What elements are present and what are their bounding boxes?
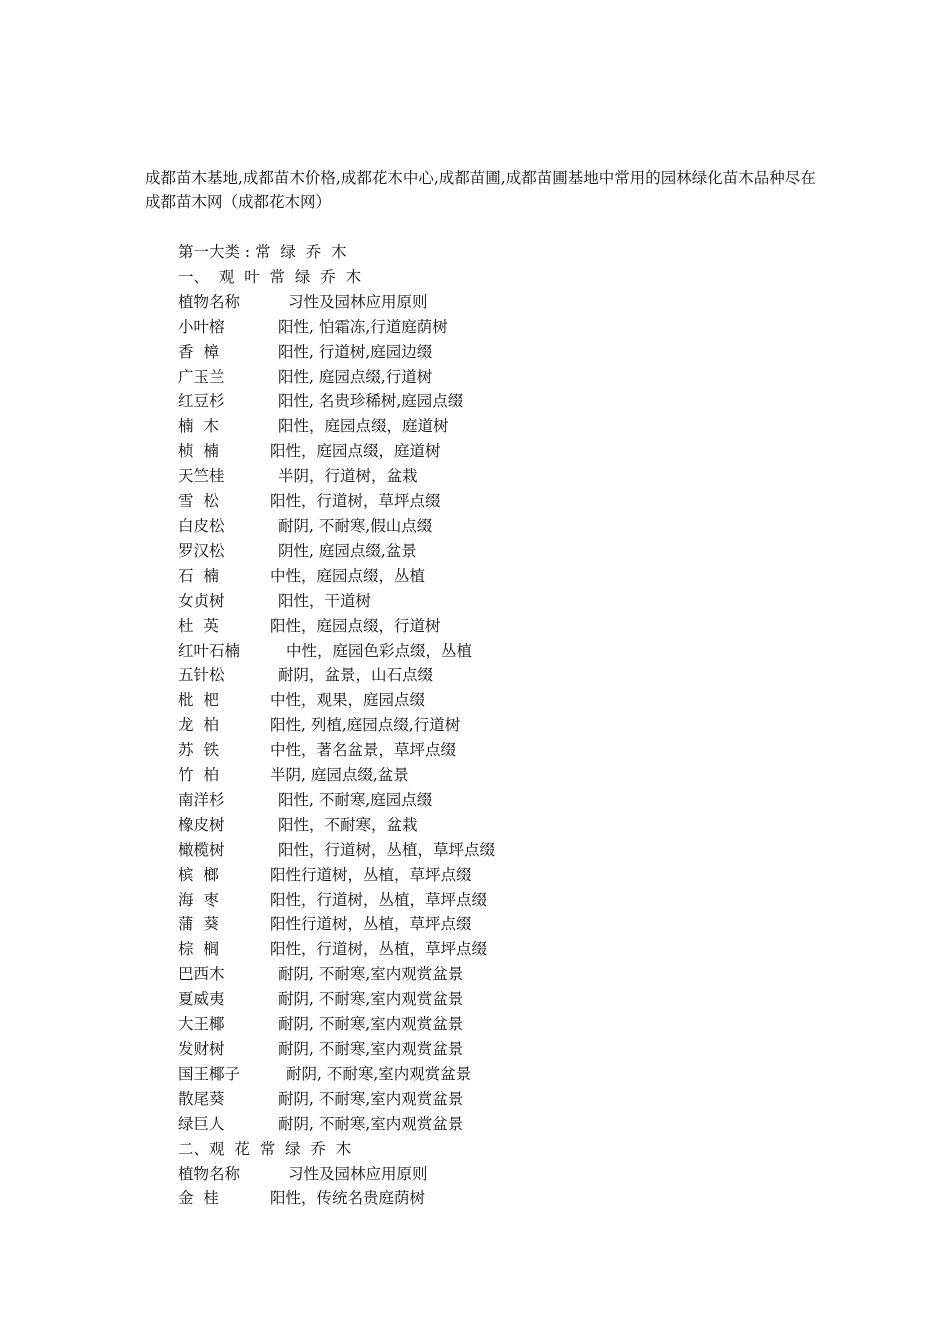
plant-description: 中性，庭园色彩点缀，丛植 [286, 641, 473, 660]
plant-description: 耐阴, 不耐寒,假山点缀 [278, 516, 433, 535]
list-item [178, 614, 818, 639]
plant-name: 南洋杉 [178, 790, 225, 809]
plant-name: 桢 楠 [178, 442, 219, 461]
plant-name: 香 樟 [178, 342, 219, 361]
plant-description: 阳性, 不耐寒,庭园点缀 [278, 790, 433, 809]
plant-name: 红叶石楠 [178, 641, 241, 660]
header-desc: 习性及园林应用原则 [288, 1164, 428, 1183]
list-item [178, 365, 818, 390]
list-item [178, 962, 818, 987]
list-item [178, 912, 818, 937]
plant-name: 蒲 葵 [178, 915, 219, 934]
plant-name: 槟 榔 [178, 865, 219, 884]
plant-name: 巴西木 [178, 965, 225, 984]
plant-name: 石 楠 [178, 566, 219, 585]
plant-description: 阳性行道树，丛植，草坪点缀 [270, 915, 472, 934]
plant-description: 阳性, 庭园点缀,行道树 [278, 367, 433, 386]
plant-description: 半阴，行道树，盆栽 [278, 467, 418, 486]
column-header [178, 1162, 818, 1187]
list-item [178, 863, 818, 888]
list-item [178, 389, 818, 414]
plant-description: 耐阴, 不耐寒,室内观赏盆景 [278, 1040, 464, 1058]
header-name: 植物名称 [178, 292, 241, 311]
plant-description: 耐阴, 不耐寒,室内观赏盆景 [278, 1015, 464, 1034]
header-name: 植物名称 [178, 1164, 241, 1183]
list-item [178, 738, 818, 763]
plant-name: 夏威夷 [178, 990, 225, 1009]
list-item [178, 663, 818, 688]
list-item [178, 464, 818, 489]
list-item [178, 340, 818, 365]
list-item [178, 514, 818, 539]
list-item [178, 763, 818, 788]
list-item [178, 639, 818, 664]
plant-list [178, 240, 818, 1211]
plant-name: 楠 木 [178, 417, 219, 436]
plant-name: 大王椰 [178, 1015, 225, 1034]
plant-name: 棕 榈 [178, 940, 219, 959]
plant-description: 耐阴，盆景，山石点缀 [278, 666, 434, 685]
list-item [178, 1062, 818, 1087]
plant-description: 阳性，庭园点缀，行道树 [270, 616, 441, 635]
plant-description: 阳性，干道树 [278, 591, 372, 610]
plant-description: 阳性, 名贵珍稀树,庭园点缀 [278, 392, 464, 411]
plant-name: 五针松 [178, 666, 225, 685]
plant-description: 耐阴, 不耐寒,室内观赏盆景 [278, 965, 464, 984]
plant-name: 竹 柏 [178, 766, 219, 785]
plant-description: 阳性, 行道树,庭园边缀 [278, 342, 433, 361]
intro-paragraph: 成都苗木基地,成都苗木价格,成都花木中心,成都苗圃,成都苗圃基地中常用的园林绿化苗木品种尽在成都苗木网（成都花木网） [145, 169, 816, 211]
list-item [178, 688, 818, 713]
column-header [178, 290, 818, 315]
list-item [178, 1186, 818, 1211]
plant-description: 阴性, 庭园点缀,盆景 [278, 541, 417, 560]
plant-description: 阳性, 列植,庭园点缀,行道树 [270, 716, 461, 735]
plant-name: 枇 杷 [178, 691, 219, 710]
plant-name: 橄榄树 [178, 840, 225, 859]
plant-description: 阳性，行道树，丛植，草坪点缀 [270, 940, 488, 959]
plant-description: 阳性，行道树，丛植，草坪点缀 [270, 890, 488, 909]
plant-description: 耐阴, 不耐寒,室内观赏盆景 [278, 1089, 464, 1108]
list-item [178, 315, 818, 340]
plant-name: 苏 铁 [178, 741, 219, 760]
list-item [178, 1012, 818, 1037]
plant-description: 半阴, 庭园点缀,盆景 [270, 766, 409, 785]
plant-name: 杜 英 [178, 616, 219, 635]
plant-description: 耐阴, 不耐寒,室内观赏盆景 [278, 990, 464, 1009]
list-item [178, 813, 818, 838]
list-item [178, 888, 818, 913]
list-item [178, 564, 818, 589]
plant-description: 中性，庭园点缀，丛植 [270, 566, 426, 585]
list-item [178, 987, 818, 1012]
list-item [178, 414, 818, 439]
list-item [178, 539, 818, 564]
plant-description: 阳性行道树，丛植，草坪点缀 [270, 865, 472, 884]
plant-name: 女贞树 [178, 591, 225, 610]
plant-description: 阳性, 怕霜冻,行道庭荫树 [278, 317, 448, 336]
plant-description: 阳性，不耐寒，盆栽 [278, 815, 418, 834]
plant-name: 散尾葵 [178, 1089, 225, 1108]
plant-name: 龙 柏 [178, 716, 219, 735]
plant-description: 阳性，传统名贵庭荫树 [270, 1189, 426, 1208]
list-item [178, 838, 818, 863]
plant-description: 中性，著名盆景，草坪点缀 [270, 741, 457, 760]
list-item [178, 1087, 818, 1112]
plant-description: 耐阴, 不耐寒,室内观赏盆景 [286, 1064, 472, 1083]
plant-name: 国王椰子 [178, 1064, 241, 1083]
plant-name: 天竺桂 [178, 467, 225, 486]
plant-description: 阳性，行道树，草坪点缀 [270, 492, 441, 511]
plant-name: 红豆杉 [178, 392, 225, 411]
plant-description: 阳性，庭园点缀，庭道树 [270, 442, 441, 461]
plant-description: 阳性，庭园点缀，庭道树 [278, 417, 449, 436]
list-item [178, 937, 818, 962]
plant-name: 白皮松 [178, 516, 225, 535]
plant-description: 耐阴, 不耐寒,室内观赏盆景 [278, 1114, 464, 1133]
plant-name: 小叶榕 [178, 317, 225, 336]
plant-name: 橡皮树 [178, 815, 225, 834]
plant-name: 罗汉松 [178, 541, 225, 560]
list-item [178, 489, 818, 514]
plant-name: 发财树 [178, 1040, 225, 1058]
header-desc: 习性及园林应用原则 [288, 292, 428, 311]
section-title: 二、观 花 常 绿 乔 木 [178, 1139, 352, 1158]
list-item [178, 439, 818, 464]
section-title: 一、 观 叶 常 绿 乔 木 [178, 267, 362, 286]
list-item [178, 589, 818, 614]
plant-name: 金 桂 [178, 1189, 219, 1208]
list-item [178, 1112, 818, 1137]
list-item [178, 788, 818, 813]
plant-name: 广玉兰 [178, 367, 225, 386]
plant-name: 雪 松 [178, 492, 219, 511]
plant-name: 海 枣 [178, 890, 219, 909]
list-item [178, 713, 818, 738]
category-title: 第一大类 : 常 绿 乔 木 [178, 243, 347, 261]
plant-description: 阳性，行道树，丛植，草坪点缀 [278, 840, 496, 859]
list-item [178, 1037, 818, 1062]
plant-name: 绿巨人 [178, 1114, 225, 1133]
plant-description: 中性，观果，庭园点缀 [270, 691, 426, 710]
